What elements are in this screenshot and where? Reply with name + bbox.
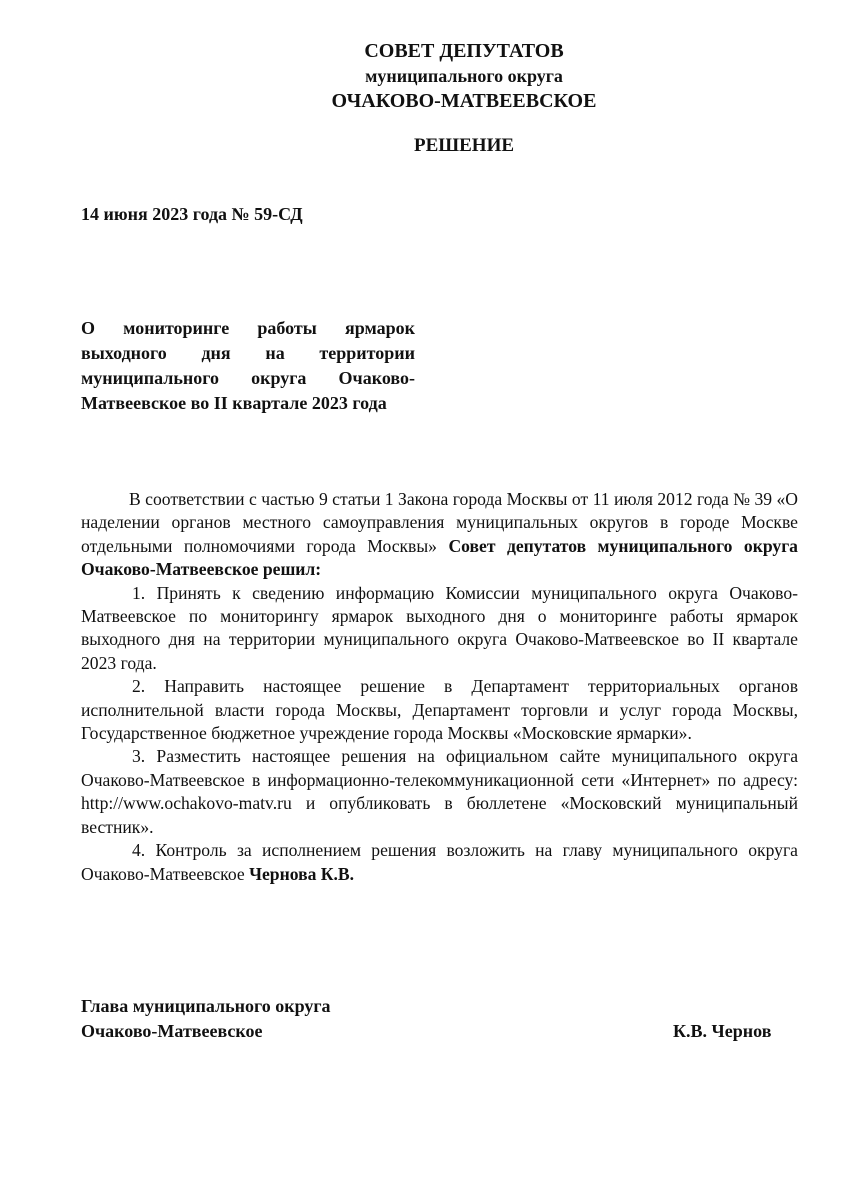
- decision-item-3: 3. Разместить настоящее решения на официальном сайте муниципального округа Очаково-Матвеевское в информационно-телекоммуникационной сети «Интернет» по адресу: http://www.ochakovo-matv.ru и опубликовать в бюллетене «Московский муниципальный вестник».: [81, 746, 798, 837]
- document-header: [0, 38, 848, 114]
- preamble-text: В соответствии с частью 9 статьи 1 Закона города Москвы от 11 июля 2012 года № 39 «О наделении органов местного самоуправления муниципальных округов в городе Москве отдельными полномочиями города Москвы»: [81, 489, 798, 556]
- header-municipal-district: муниципального округа: [365, 66, 563, 86]
- signature-title: [81, 994, 331, 1044]
- decision-subject: О мониторинге работы ярмарок выходного дня на территории муниципального округа Очаково-Матвеевское во II квартале 2023 года: [81, 318, 415, 413]
- decision-heading: РЕШЕНИЕ: [413, 135, 515, 156]
- decision-item-1: 1. Принять к сведению информацию Комиссии муниципального округа Очаково-Матвеевское по мониторингу ярмарок выходного дня о мониторинге работы ярмарок выходного дня на территории муниципального округа Очаково-Матвеевское во II квартале 2023 года.: [81, 582, 798, 673]
- header-district-name: ОЧАКОВО-МАТВЕЕВСКОЕ: [331, 90, 597, 112]
- decision-body: [81, 488, 798, 886]
- decision-item-2: 2. Направить настоящее решение в Департамент территориальных органов исполнительной власти города Москвы, Департамент торговли и услуг города Москвы, Государственное бюджетное учреждение города Москвы «Московские ярмарки».: [81, 676, 798, 744]
- decision-item-4-text: 4. Контроль за исполнением решения возложить на главу муниципального округа Очаково-Матвеевское: [81, 840, 798, 884]
- decision-date-number: 14 июня 2023 года № 59-СД: [81, 204, 303, 224]
- signature-title-line-2: Очаково-Матвеевское: [81, 1021, 263, 1041]
- preamble-paragraph: [81, 488, 798, 582]
- decision-item-4: [81, 839, 798, 886]
- signature-name: К.В. Чернов: [673, 1021, 772, 1041]
- signature-title-line-1: Глава муниципального округа: [81, 996, 331, 1016]
- decision-item-4-bold: Чернова К.В.: [249, 863, 355, 884]
- preamble-bold-text: Совет депутатов муниципального округа Очаково-Матвеевское решил:: [81, 535, 798, 580]
- header-council-title: СОВЕТ ДЕПУТАТОВ: [364, 40, 564, 62]
